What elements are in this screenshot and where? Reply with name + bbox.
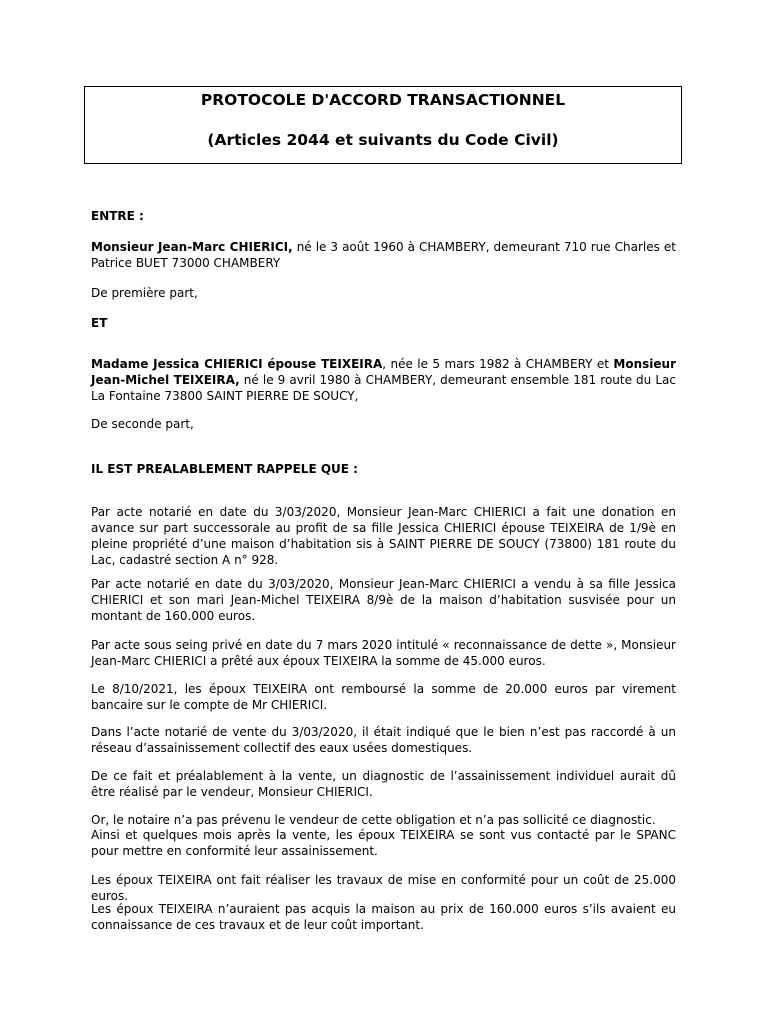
party-2-details-a: , née le 5 mars 1982 à CHAMBERY et — [382, 357, 614, 371]
party-1-paragraph — [91, 239, 676, 271]
preamble-paragraph-5: Dans l’acte notarié de vente du 3/03/2020, il était indiqué que le bien n’est pas raccordé à un réseau d’assainissement collectif des eaux usées domestiques. — [91, 725, 676, 755]
preamble-paragraph-6: De ce fait et préalablement à la vente, un diagnostic de l’assainissement individuel aurait dû être réalisé par le vendeur, Monsieur CHIERICI. — [91, 769, 676, 799]
preamble-heading: IL EST PREALABLEMENT RAPPELE QUE : — [91, 462, 358, 476]
preamble-paragraph-7b: Ainsi et quelques mois après la vente, les époux TEIXEIRA se sont vus contacté par le SPANC pour mettre en conformité leur assainissement. — [91, 828, 676, 858]
preamble-paragraph-4: Le 8/10/2021, les époux TEIXEIRA ont remboursé la somme de 20.000 euros par virement bancaire sur le compte de Mr CHIERICI. — [91, 682, 676, 712]
preamble-paragraph-1: Par acte notarié en date du 3/03/2020, Monsieur Jean-Marc CHIERICI a fait une donation en avance sur part successorale au profit de sa fille Jessica CHIERICI épouse TEIXEIRA de 1/9è en pleine propriété d’une maison d’habitation sis à SAINT PIERRE DE SOUCY (73800) 181 route du Lac, cadastré section A n° 928. — [91, 505, 676, 567]
preamble-paragraph-3: Par acte sous seing privé en date du 7 mars 2020 intitulé « reconnaissance de dette », Monsieur Jean-Marc CHIERICI a prêté aux époux TEIXEIRA la somme de 45.000 euros. — [91, 638, 676, 668]
preamble-paragraph-2: Par acte notarié en date du 3/03/2020, Monsieur Jean-Marc CHIERICI a vendu à sa fille Jessica CHIERICI et son mari Jean-Michel TEIXEIRA 8/9è de la maison d’habitation susvisée pour un montant de 160.000 euros. — [91, 577, 676, 623]
preamble-paragraph-9: Les époux TEIXEIRA n’auraient pas acquis la maison au prix de 160.000 euros s’ils avaient eu connaissance de ces travaux et de leur coût important. — [91, 902, 676, 932]
document-title: PROTOCOLE D'ACCORD TRANSACTIONNEL — [200, 91, 566, 109]
party-1-name: Monsieur Jean-Marc CHIERICI, — [91, 240, 293, 254]
first-part-label: De première part, — [91, 286, 198, 300]
second-part-label: De seconde part, — [91, 417, 194, 431]
party-2-paragraph — [91, 356, 676, 404]
party-2-name-b: Monsieur Jean-Michel TEIXEIRA, — [91, 357, 676, 387]
preamble-paragraph-7a: Or, le notaire n’a pas prévenu le vendeur de cette obligation et n’a pas sollicité ce diagnostic. — [91, 813, 656, 827]
party-1-details: né le 3 août 1960 à CHAMBERY, demeurant 710 rue Charles et Patrice BUET 73000 CHAMBERY — [91, 240, 677, 270]
party-2-name-a: Madame Jessica CHIERICI épouse TEIXEIRA — [91, 357, 383, 371]
title-box — [84, 86, 682, 164]
preamble-paragraph-8: Les époux TEIXEIRA ont fait réaliser les travaux de mise en conformité pour un coût de 25.000 euros. — [91, 873, 676, 903]
et-label: ET — [91, 316, 108, 330]
party-2-details-b: né le 9 avril 1980 à CHAMBERY, demeurant ensemble 181 route du Lac La Fontaine 73800 SAINT PIERRE DE SOUCY, — [91, 373, 677, 403]
document-subtitle: (Articles 2044 et suivants du Code Civil) — [207, 131, 559, 149]
entre-label: ENTRE : — [91, 209, 144, 223]
